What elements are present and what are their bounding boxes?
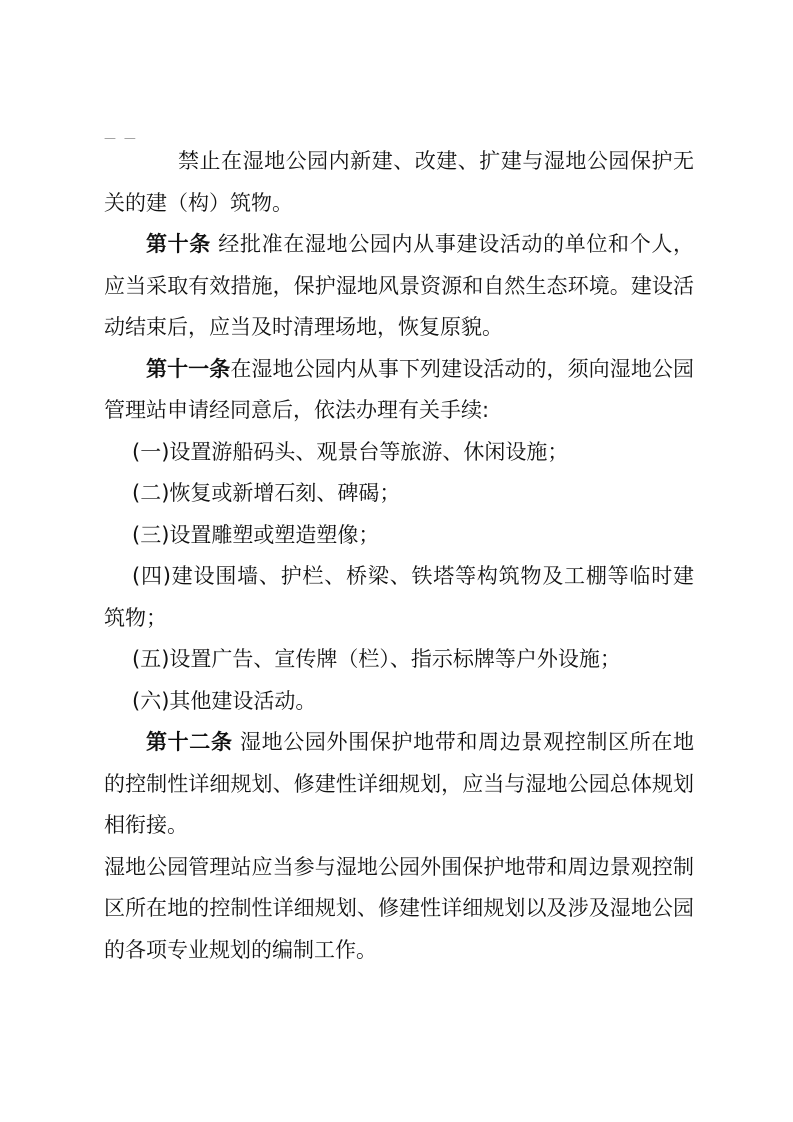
article-10-text: 经批准在湿地公园内从事建设活动的单位和个人，应当采取有效措施，保护湿地风景资源和自然生态环境。建设活动结束后，应当及时清理场地，恢复原貌。: [104, 232, 694, 339]
article-11-text: 在湿地公园内从事下列建设活动的，须向湿地公园管理站申请经同意后，依法办理有关手续:: [104, 356, 695, 422]
article-12: [104, 722, 694, 847]
list-item: (六)其他建设活动。: [132, 688, 317, 713]
list-item: (二)恢复或新增石刻、碑碣；: [132, 481, 401, 505]
article-12-title: 第十二条: [146, 730, 233, 754]
paragraph-management-station: 湿地公园管理站应当参与湿地公园外围保护地带和周边景观控制区所在地的控制性详细规划、修建性详细规划以及涉及湿地公园的各项专业规划的编制工作。: [104, 854, 694, 962]
article-10: [104, 224, 694, 349]
article-11-title: 第十一条: [146, 356, 231, 381]
article-12-text: 湿地公园外围保护地带和周边景观控制区所在地的控制性详细规划、修建性详细规划，应当与湿地公园总体规划相衔接。: [104, 730, 695, 837]
list-item: (一)设置游船码头、观景台等旅游、休闲设施；: [132, 439, 569, 464]
paragraph-prohibition: 禁止在湿地公园内新建、改建、扩建与湿地公园保护无关的建（构）筑物。: [104, 149, 694, 215]
list-item: (三)设置雕塑或塑造塑像；: [132, 522, 380, 547]
list-item: (四)建设围墙、护栏、桥梁、铁塔等构筑物及工棚等临时建筑物；: [104, 564, 694, 630]
article-11: [104, 349, 694, 432]
list-item: (五)设置广告、宣传牌（栏）、指示标牌等户外设施；: [132, 647, 621, 671]
document-body: [104, 141, 694, 971]
article-10-title: 第十条: [146, 232, 211, 256]
page-marker: — —: [104, 131, 138, 145]
